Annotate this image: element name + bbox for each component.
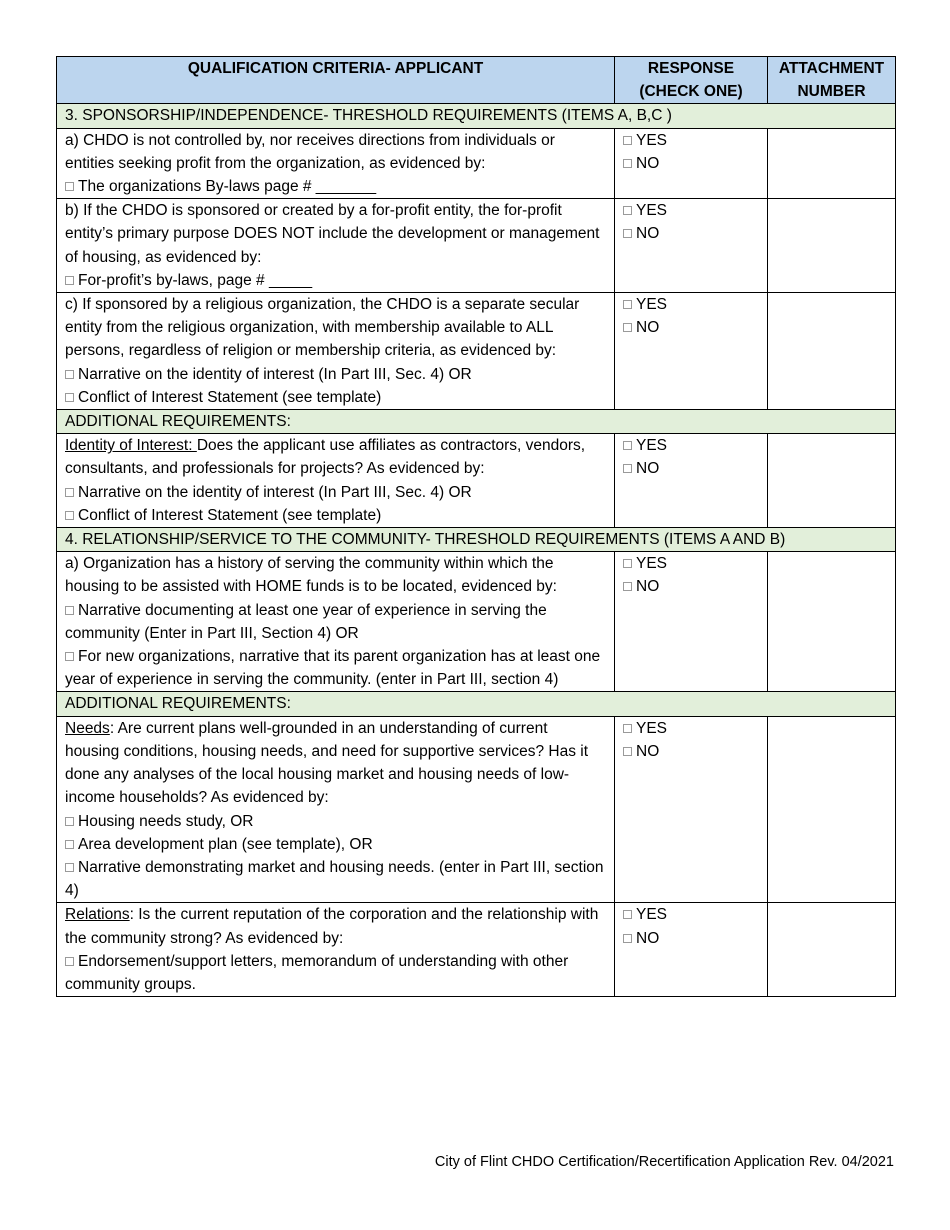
response-identity: YES NO bbox=[615, 434, 768, 528]
no-checkbox[interactable] bbox=[623, 934, 632, 943]
relations-row bbox=[57, 903, 896, 997]
criterion-3c: c) If sponsored by a religious organization, the CHDO is a separate secular entity from the religious organization, with membership available to ALL persons, regardless of religion or membership criteria, as evidenced by: Narrative on the identity of interest (In Part III, Sec. 4) OR Conflict of Interest Statement (see template) bbox=[57, 293, 615, 410]
criterion-3c-row bbox=[57, 293, 896, 410]
checkbox-icon[interactable] bbox=[65, 488, 74, 497]
yes-checkbox[interactable] bbox=[623, 441, 632, 450]
section-3-additional-row bbox=[57, 410, 896, 434]
checkbox-icon[interactable] bbox=[65, 182, 74, 191]
criterion-3a: a) CHDO is not controlled by, nor receives directions from individuals or entities seeking profit from the organization, as evidenced by: The organizations By-laws page # _______ bbox=[57, 128, 615, 199]
attachment-4a[interactable] bbox=[768, 552, 896, 692]
additional-requirements-title: ADDITIONAL REQUIREMENTS: bbox=[57, 410, 896, 434]
yes-checkbox[interactable] bbox=[623, 724, 632, 733]
attachment-needs[interactable] bbox=[768, 716, 896, 903]
attachment-header: ATTACHMENT NUMBER bbox=[768, 57, 896, 104]
response-3b: YES NO bbox=[615, 199, 768, 293]
attachment-3a[interactable] bbox=[768, 128, 896, 199]
checkbox-icon[interactable] bbox=[65, 276, 74, 285]
relations: Relations: Is the current reputation of the corporation and the relationship with the community strong? As evidenced by: Endorsement/support letters, memorandum of understanding with other community groups. bbox=[57, 903, 615, 997]
section-3-title: 3. SPONSORSHIP/INDEPENDENCE- THRESHOLD REQUIREMENTS (ITEMS A, B,C ) bbox=[57, 104, 896, 128]
response-relations: YES NO bbox=[615, 903, 768, 997]
no-checkbox[interactable] bbox=[623, 464, 632, 473]
no-checkbox[interactable] bbox=[623, 159, 632, 168]
section-4-additional-row bbox=[57, 692, 896, 716]
qualification-criteria-table bbox=[56, 56, 896, 997]
checkbox-icon[interactable] bbox=[65, 817, 74, 826]
response-3a: YES NO bbox=[615, 128, 768, 199]
no-checkbox[interactable] bbox=[623, 323, 632, 332]
checkbox-icon[interactable] bbox=[65, 652, 74, 661]
yes-checkbox[interactable] bbox=[623, 300, 632, 309]
checkbox-icon[interactable] bbox=[65, 606, 74, 615]
criterion-4a-row bbox=[57, 552, 896, 692]
identity-of-interest: Identity of Interest: Does the applicant use affiliates as contractors, vendors, consultants, and professionals for projects? As evidenced by: Narrative on the identity of interest (In Part III, Sec. 4) OR Conflict of Interest Statement (see template) bbox=[57, 434, 615, 528]
needs: Needs: Are current plans well-grounded in an understanding of current housing conditions, housing needs, and need for supportive services? Has it done any analyses of the local housing market and housing needs of low-income households? As evidenced by: Housing needs study, OR Area development plan (see template), OR Narrative demonstrating market and housing needs. (enter in Part III, section 4) bbox=[57, 716, 615, 903]
checkbox-icon[interactable] bbox=[65, 863, 74, 872]
page-footer: City of Flint CHDO Certification/Recertification Application Rev. 04/2021 bbox=[434, 1154, 894, 1170]
yes-checkbox[interactable] bbox=[623, 910, 632, 919]
criterion-3a-row bbox=[57, 128, 896, 199]
response-3c: YES NO bbox=[615, 293, 768, 410]
additional-requirements-title: ADDITIONAL REQUIREMENTS: bbox=[57, 692, 896, 716]
checkbox-icon[interactable] bbox=[65, 370, 74, 379]
response-header: RESPONSE (CHECK ONE) bbox=[615, 57, 768, 104]
criterion-4a: a) Organization has a history of serving the community within which the housing to be assisted with HOME funds is to be located, evidenced by: Narrative documenting at least one year of experience in serving the community (Enter in Part III, Section 4) OR For new organizations, narrative that its parent organization has at least one year of experience in serving the community. (enter in Part III, section 4) bbox=[57, 552, 615, 692]
yes-checkbox[interactable] bbox=[623, 136, 632, 145]
checkbox-icon[interactable] bbox=[65, 840, 74, 849]
no-checkbox[interactable] bbox=[623, 229, 632, 238]
attachment-identity[interactable] bbox=[768, 434, 896, 528]
criterion-3b-row bbox=[57, 199, 896, 293]
attachment-relations[interactable] bbox=[768, 903, 896, 997]
criterion-3b: b) If the CHDO is sponsored or created by a for-profit entity, the for-profit entity’s primary purpose DOES NOT include the development or management of housing, as evidenced by: For-profit’s by-laws, page # _____ bbox=[57, 199, 615, 293]
section-4-row bbox=[57, 528, 896, 552]
checkbox-icon[interactable] bbox=[65, 511, 74, 520]
needs-row bbox=[57, 716, 896, 903]
no-checkbox[interactable] bbox=[623, 747, 632, 756]
criteria-header: QUALIFICATION CRITERIA- APPLICANT bbox=[57, 57, 615, 104]
section-4-title: 4. RELATIONSHIP/SERVICE TO THE COMMUNITY- THRESHOLD REQUIREMENTS (ITEMS A AND B) bbox=[57, 528, 896, 552]
identity-of-interest-row bbox=[57, 434, 896, 528]
response-needs: YES NO bbox=[615, 716, 768, 903]
no-checkbox[interactable] bbox=[623, 582, 632, 591]
section-3-row bbox=[57, 104, 896, 128]
response-4a: YES NO bbox=[615, 552, 768, 692]
attachment-3b[interactable] bbox=[768, 199, 896, 293]
header-row bbox=[57, 57, 896, 104]
checkbox-icon[interactable] bbox=[65, 957, 74, 966]
attachment-3c[interactable] bbox=[768, 293, 896, 410]
yes-checkbox[interactable] bbox=[623, 559, 632, 568]
yes-checkbox[interactable] bbox=[623, 206, 632, 215]
checkbox-icon[interactable] bbox=[65, 393, 74, 402]
